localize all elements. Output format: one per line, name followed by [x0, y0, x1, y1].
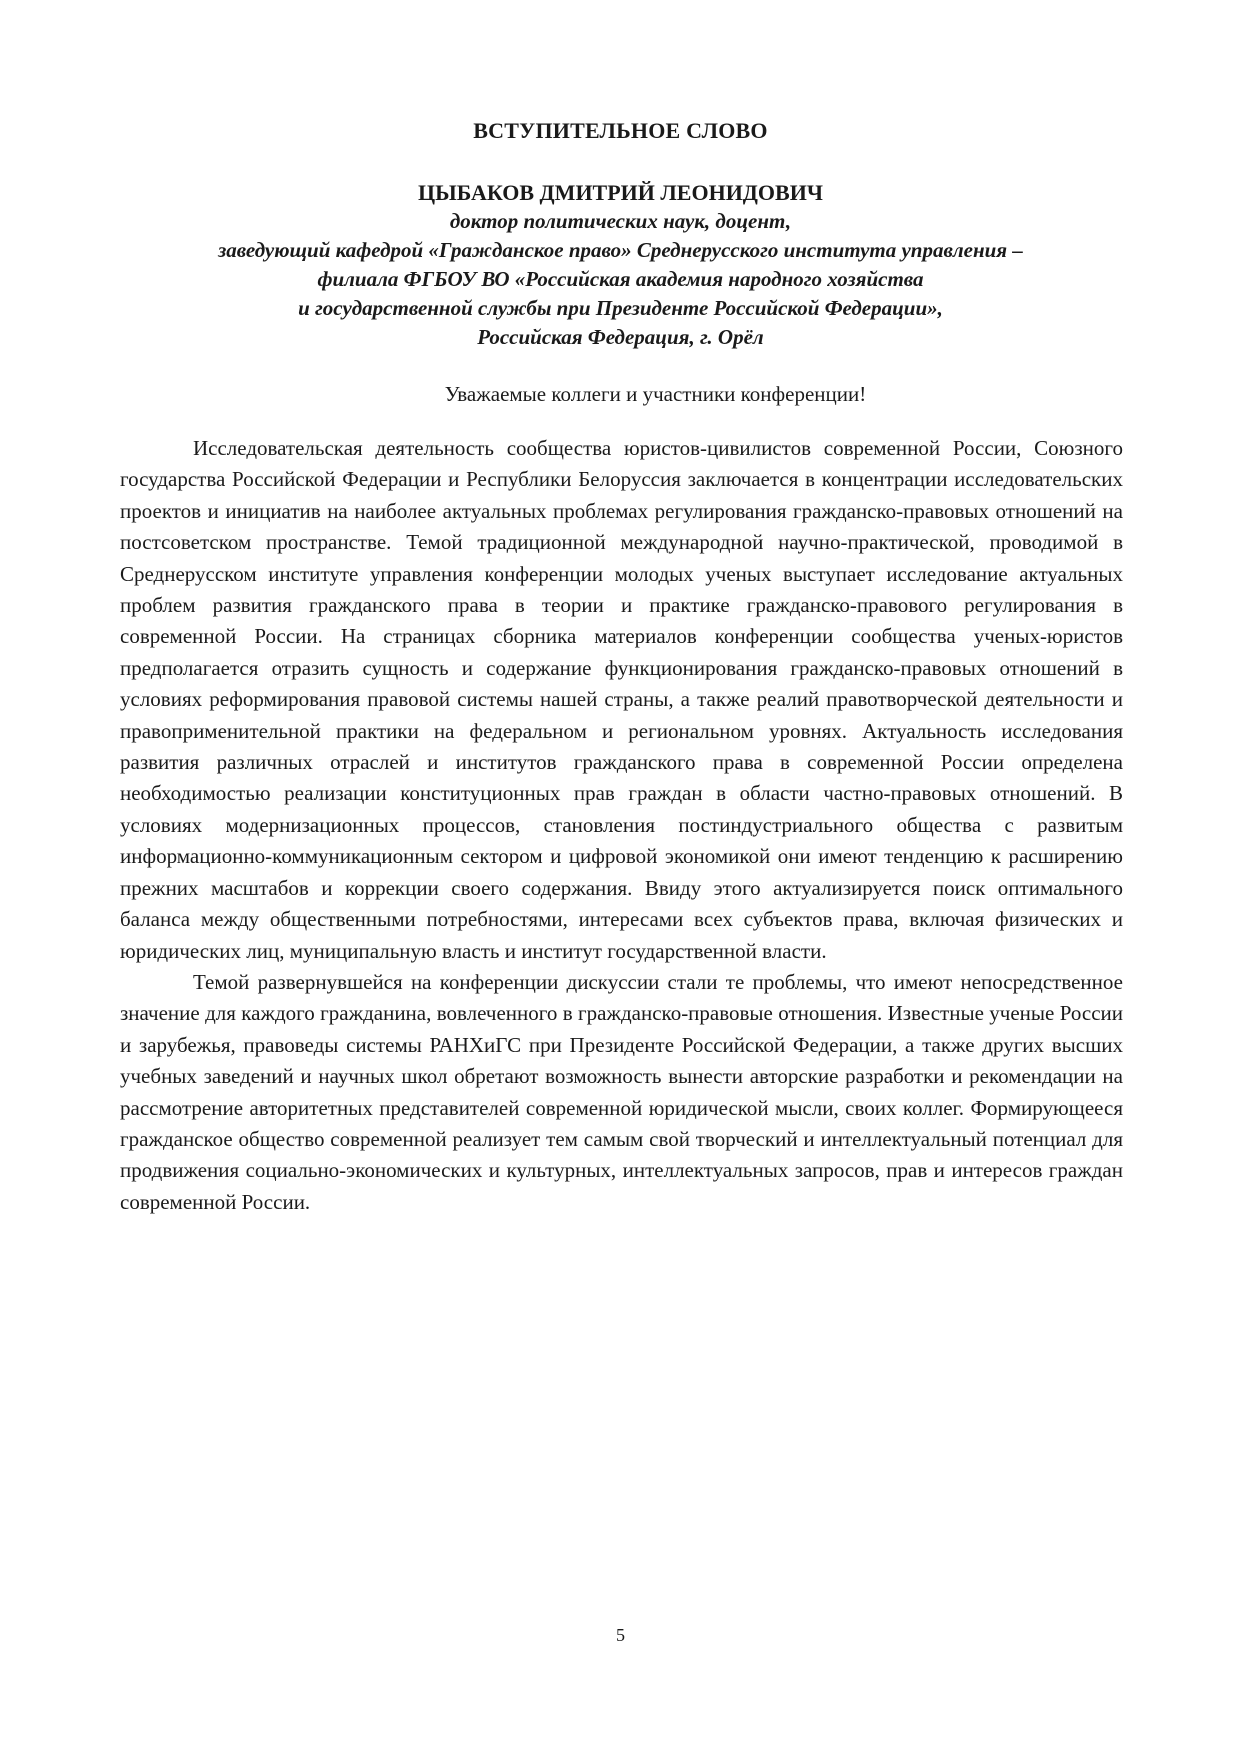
- body-paragraph-1: Исследовательская деятельность сообщества юристов-цивилистов современной России, Союзного государства Российской Федерации и Республики Белоруссия заключается в концентрации исследовательских проектов и инициатив на наиболее актуальных проблемах регулирования гражданско-правовых отношений на постсоветском пространстве. Темой традиционной международной научно-практической, проводимой в Среднерусском институте управления конференции молодых ученых выступает исследование актуальных проблем развития гражданского права в теории и практике гражданско-правового регулирования в современной России. На страницах сборника материалов конференции сообщества ученых-юристов предполагается отразить сущность и содержание функционирования гражданско-правовых отношений в условиях реформирования правовой системы нашей страны, а также реалий правотворческой деятельности и правоприменительной практики на федеральном и региональном уровнях. Актуальность исследования развития различных отраслей и институтов гражданского права в современной России определена необходимостью реализации конституционных прав граждан в области частно-правовых отношений. В условиях модернизационных процессов, становления постиндустриального общества с развитым информационно-коммуникационным сектором и цифровой экономикой они имеют тенденцию к расширению прежних масштабов и коррекции своего содержания. Ввиду этого актуализируется поиск оптимального баланса между общественными потребностями, интересами всех субъектов права, включая физических и юридических лиц, муниципальную власть и институт государственной власти.: [120, 436, 1123, 963]
- author-block: [120, 178, 1121, 352]
- section-title: ВСТУПИТЕЛЬНОЕ СЛОВО: [473, 118, 768, 143]
- author-position: заведующий кафедрой «Гражданское право» Среднерусского института управления –: [218, 238, 1023, 262]
- page-number: 5: [616, 1625, 625, 1645]
- body-text: [120, 433, 1123, 1218]
- author-institution-continued: и государственной службы при Президенте Российской Федерации»,: [298, 296, 943, 320]
- author-degree: доктор политических наук, доцент,: [449, 209, 792, 233]
- greeting: Уважаемые коллеги и участники конференции!: [444, 382, 867, 406]
- author-location: Российская Федерация, г. Орёл: [477, 325, 764, 349]
- author-institution: филиала ФГБОУ ВО «Российская академия народного хозяйства: [317, 267, 924, 291]
- body-paragraph-2: Темой развернувшейся на конференции дискуссии стали те проблемы, что имеют непосредственное значение для каждого гражданина, вовлеченного в гражданско-правовые отношения. Известные ученые России и зарубежья, правоведы системы РАНХиГС при Президенте Российской Федерации, а также других высших учебных заведений и научных школ обретают возможность вынести авторские разработки и рекомендации на рассмотрение авторитетных представителей современной юридической мысли, своих коллег. Формирующееся гражданское общество современной реализует тем самым свой творческий и интеллектуальный потенциал для продвижения социально-экономических и культурных, интеллектуальных запросов, прав и интересов граждан современной России.: [120, 969, 1123, 1214]
- author-name: ЦЫБАКОВ ДМИТРИЙ ЛЕОНИДОВИЧ: [418, 180, 823, 205]
